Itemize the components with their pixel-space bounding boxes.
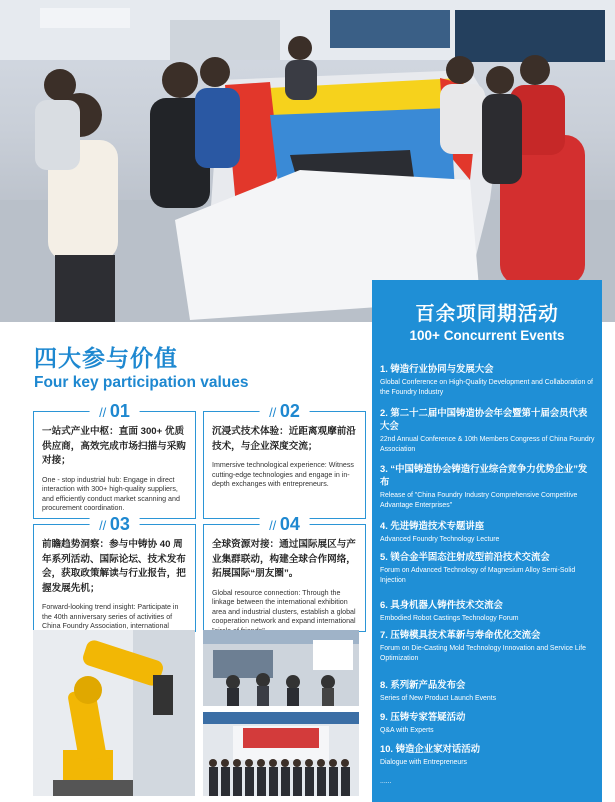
event-item xyxy=(380,742,595,768)
event-subtitle: Global Conference on High-Quality Development and Collaboration of the Foundry Industry xyxy=(380,379,593,396)
value-card-text-cn: 一站式产业中枢：直面 300+ 优质供应商，高效完成市场扫描与采购对接； xyxy=(42,426,186,466)
event-title: 9. 压铸专家答疑活动 xyxy=(380,711,466,722)
event-item xyxy=(380,362,595,397)
event-subtitle: Release of "China Foundry Industry Comprehensive Competitive Advantage Enterprises" xyxy=(380,492,578,509)
event-item xyxy=(380,519,595,545)
panel-title-en: 100+ Concurrent Events xyxy=(409,328,565,343)
event-item xyxy=(380,462,595,510)
event-item xyxy=(380,678,595,704)
hero-photo xyxy=(0,0,615,322)
value-card-text-en: Global resource connection: Through the linkage between the international exhibition area and industrial clusters, establish a global cooperation network and expand international xyxy=(212,588,356,626)
value-card-4 xyxy=(203,514,366,632)
value-card-number: // 02 xyxy=(259,400,310,424)
value-card-text-cn: 前瞻趋势洞察：参与中铸协 40 周年系列活动、国际论坛、技术发布会，获取政策解读与行业报告，把握发展先机； xyxy=(42,539,186,594)
value-card-2 xyxy=(203,401,366,519)
event-subtitle: Advanced Foundry Technology Lecture xyxy=(380,536,500,543)
event-subtitle: Q&A with Experts xyxy=(380,727,434,734)
event-item xyxy=(380,406,595,454)
event-subtitle: Forum on Die-Casting Mold Technology Innovation and Service Life Optimization xyxy=(380,645,586,662)
event-subtitle: Forum on Advanced Technology of Magnesium Alloy Semi-Solid Injection xyxy=(380,567,576,584)
value-card-number: // 04 xyxy=(259,513,310,537)
event-subtitle: Embodied Robot Castings Technology Forum xyxy=(380,615,519,622)
event-title: 10. 铸造企业家对话活动 xyxy=(380,743,481,754)
event-title: 3. “中国铸造协会铸造行业综合竞争力优势企业”发布 xyxy=(380,463,588,487)
value-card-number: // 01 xyxy=(89,400,140,424)
car-body-frame-icon xyxy=(0,0,615,322)
event-title: 1. 铸造行业协同与发展大会 xyxy=(380,363,494,374)
group-photo-icon xyxy=(203,712,359,796)
value-card-text-cn: 沉浸式技术体验：近距离观摩前沿技术，与企业深度交流； xyxy=(212,426,356,452)
concurrent-events-panel xyxy=(372,280,602,802)
value-card-text-cn: 全球资源对接：通过国际展区与产业集群联动，构建全球合作网络，拓展国际“朋友圈”。 xyxy=(212,539,356,579)
event-item xyxy=(380,628,595,663)
section-title-en: Four key participation values xyxy=(34,374,249,391)
event-title: 8. 系列新产品发布会 xyxy=(380,679,466,690)
section-title-cn: 四大参与价值 xyxy=(34,345,178,371)
event-item xyxy=(380,550,595,585)
event-subtitle: Series of New Product Launch Events xyxy=(380,695,497,702)
exhibition-booth-icon xyxy=(203,630,359,706)
event-subtitle: Dialogue with Entrepreneurs xyxy=(380,759,467,766)
value-card-3 xyxy=(33,514,196,632)
robot-photo xyxy=(33,630,195,796)
value-card-1 xyxy=(33,401,196,519)
value-card-text-en: Forward-looking trend insight: Participate in the 40th anniversary series of activities of China Foundry Association, international xyxy=(42,603,179,631)
panel-title-cn: 百余项同期活动 xyxy=(415,303,559,325)
value-card-text-en: Immersive technological experience: Witness cutting-edge technologies and engage in in-depth exchanges with entrepreneurs. xyxy=(212,461,354,489)
event-title: 6. 具身机器人铸件技术交流会 xyxy=(380,599,503,610)
group-photo xyxy=(203,712,359,796)
event-item xyxy=(380,598,595,624)
event-title: 5. 镁合金半固态注射成型前沿技术交流会 xyxy=(380,551,550,562)
value-card-number: // 03 xyxy=(89,513,140,537)
event-title: 2. 第二十二届中国铸造协会年会暨第十届会员代表大会 xyxy=(380,407,588,431)
event-item xyxy=(380,710,595,736)
event-title: 7. 压铸模具技术革新与寿命优化交流会 xyxy=(380,629,541,640)
event-subtitle: 22nd Annual Conference & 10th Members Congress of China Foundry Association xyxy=(380,436,595,453)
event-ellipsis: ...... xyxy=(380,778,392,785)
booth-photo xyxy=(203,630,359,706)
industrial-robot-icon xyxy=(33,630,195,796)
event-title: 4. 先进铸造技术专题讲座 xyxy=(380,520,485,531)
value-card-text-en: One - stop industrial hub: Engage in direct interaction with 300+ high-quality suppliers, and efficiently conduct market scanning and procurement coordination. xyxy=(42,475,180,513)
